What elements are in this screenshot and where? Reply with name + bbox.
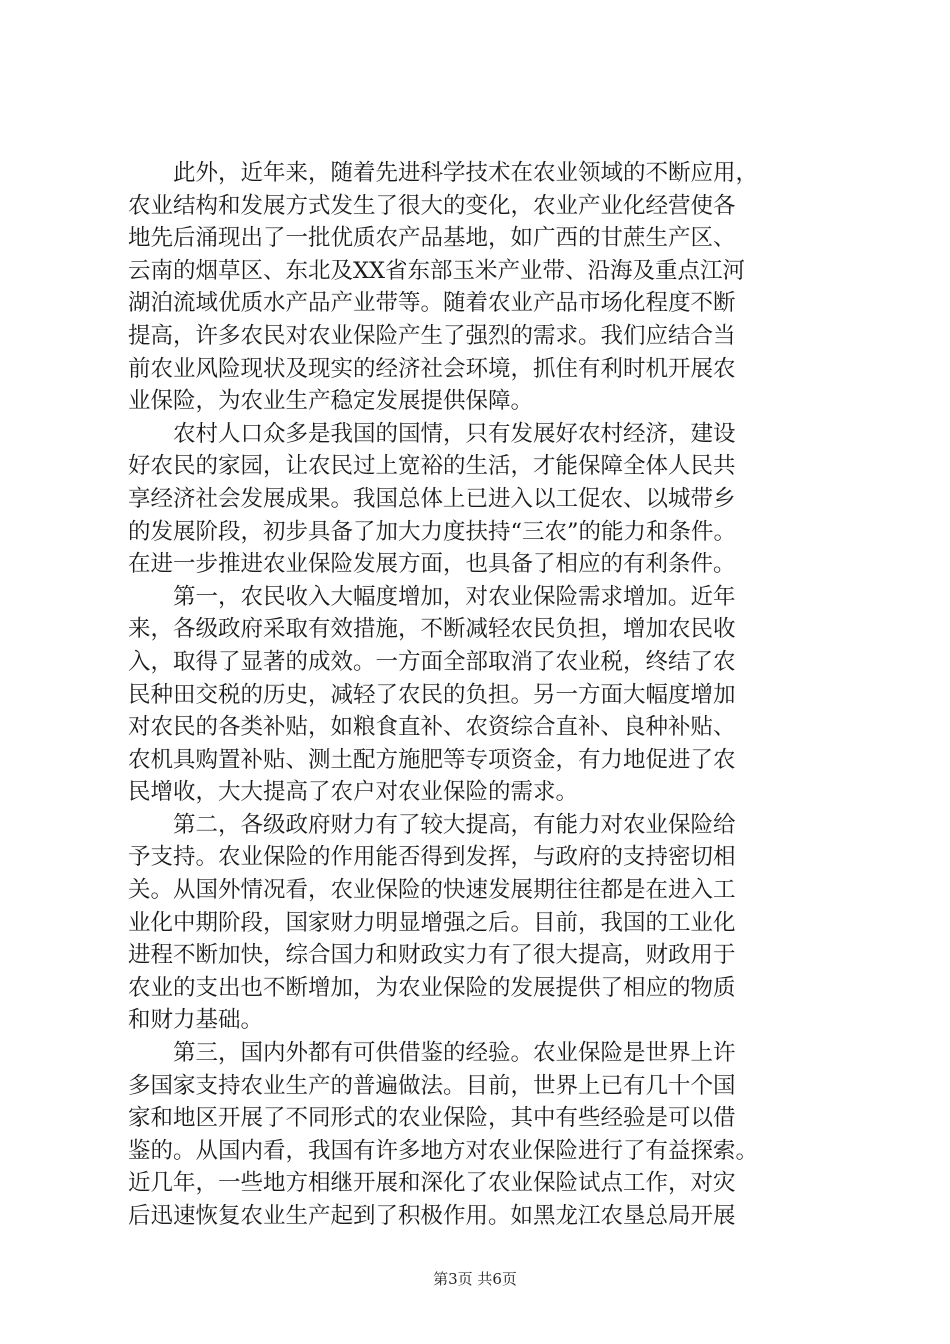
text-line: 农村人口众多是我国的国情，只有发展好农村经济，建设 (128, 420, 736, 447)
text-line: 第一，农民收入大幅度增加，对农业保险需求增加。近年 (128, 583, 736, 610)
text-line: 在进一步推进农业保险发展方面，也具备了相应的有利条件。 (128, 551, 736, 578)
text-line: 入，取得了显著的成效。一方面全部取消了农业税，终结了农 (128, 648, 736, 675)
text-line: 农业的支出也不断增加，为农业保险的发展提供了相应的物质 (128, 974, 736, 1001)
text-line: 第三，国内外都有可供借鉴的经验。农业保险是世界上许 (128, 1040, 736, 1067)
text-line: 业保险，为农业生产稳定发展提供保障。 (128, 388, 534, 415)
text-line: 进程不断加快，综合国力和财政实力有了很大提高，财政用于 (128, 942, 736, 969)
text-line: 家和地区开展了不同形式的农业保险，其中有些经验是可以借 (128, 1105, 736, 1132)
text-line: 近几年，一些地方相继开展和深化了农业保险试点工作，对灾 (128, 1170, 736, 1197)
text-line: 好农民的家园，让农民过上宽裕的生活，才能保障全体人民共 (128, 453, 736, 480)
text-line: 民增收，大大提高了农户对农业保险的需求。 (128, 779, 579, 806)
text-line: 业化中期阶段，国家财力明显增强之后。目前，我国的工业化 (128, 909, 736, 936)
text-line: 此外，近年来，随着先进科学技术在农业领域的不断应用， (128, 160, 759, 186)
text-line: 享经济社会发展成果。我国总体上已进入以工促农、以城带乡 (128, 485, 736, 512)
text-line: 地先后涌现出了一批优质农产品基地，如广西的甘蔗生产区、 (128, 225, 736, 252)
text-line: 多国家支持农业生产的普遍做法。目前，世界上已有几十个国 (128, 1072, 736, 1099)
body-text (128, 157, 828, 1233)
text-line: 予支持。农业保险的作用能否得到发挥，与政府的支持密切相 (128, 844, 736, 871)
text-line: 和财力基础。 (128, 1007, 264, 1034)
page-number-footer: 第3页 共6页 (433, 1270, 517, 1288)
text-line: 提高，许多农民对农业保险产生了强烈的需求。我们应结合当 (128, 322, 736, 349)
text-line: 云南的烟草区、东北及XX省东部玉米产业带、沿海及重点江河 (128, 257, 746, 284)
text-line: 关。从国外情况看，农业保险的快速发展期往往都是在进入工 (128, 877, 736, 904)
text-line: 民种田交税的历史，减轻了农民的负担。另一方面大幅度增加 (128, 681, 736, 708)
text-line: 对农民的各类补贴，如粮食直补、农资综合直补、良种补贴、 (128, 714, 736, 741)
text-line: 后迅速恢复农业生产起到了积极作用。如黑龙江农垦总局开展 (128, 1203, 736, 1229)
text-line: 湖泊流域优质水产品产业带等。随着农业产品市场化程度不断 (128, 290, 736, 317)
text-line: 的发展阶段，初步具备了加大力度扶持“三农”的能力和条件。 (128, 518, 737, 545)
text-line: 农机具购置补贴、测土配方施肥等专项资金，有力地促进了农 (128, 746, 736, 773)
text-line: 农业结构和发展方式发生了很大的变化，农业产业化经营使各 (128, 192, 736, 219)
text-line: 第二，各级政府财力有了较大提高，有能力对农业保险给 (128, 811, 736, 838)
text-line: 鉴的。从国内看，我国有许多地方对农业保险进行了有益探索。 (128, 1137, 759, 1164)
text-line: 来，各级政府采取有效措施，不断减轻农民负担，增加农民收 (128, 616, 736, 643)
text-line: 前农业风险现状及现实的经济社会环境，抓住有利时机开展农 (128, 355, 736, 382)
